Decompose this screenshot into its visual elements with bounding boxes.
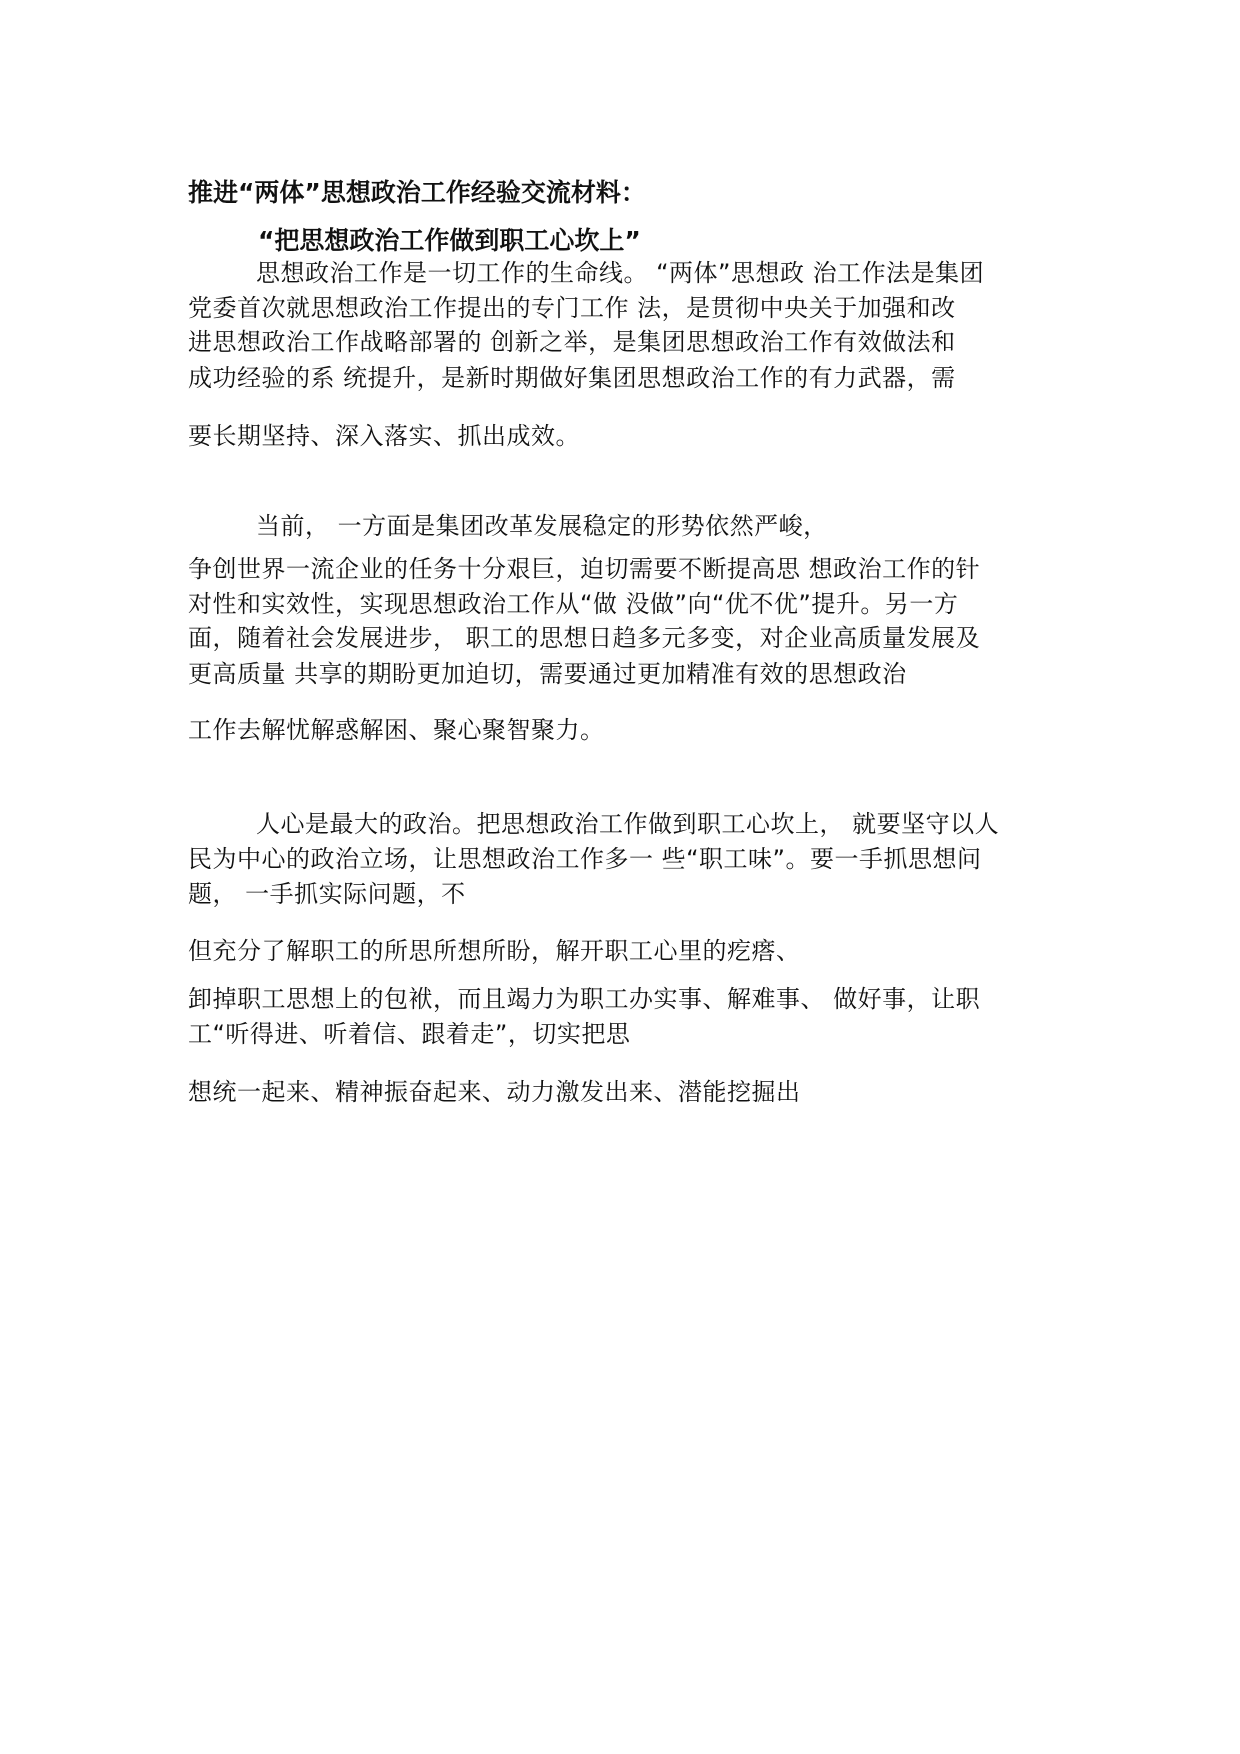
paragraph-1-line-2: 党委首次就思想政治工作提出的专门工作 法，是贯彻中央关于加强和改 bbox=[188, 294, 956, 322]
paragraph-1-line-4: 成功经验的系 统提升，是新时期做好集团思想政治工作的有力武器，需 bbox=[188, 364, 956, 392]
paragraph-2-line-3: 对性和实效性，实现思想政治工作从“做 没做”向“优不优”提升。另一方 bbox=[188, 590, 959, 618]
paragraph-1-line-3: 进思想政治工作战略部署的 创新之举，是集团思想政治工作有效做法和 bbox=[188, 328, 956, 356]
paragraph-2-line-2: 争创世界一流企业的任务十分艰巨，迫切需要不断提高思 想政治工作的针 bbox=[188, 555, 981, 583]
paragraph-3-line-7: 想统一起来、精神振奋起来、动力激发出来、潜能挖掘出 bbox=[188, 1078, 801, 1106]
paragraph-2-line-6: 工作去解忧解惑解困、聚心聚智聚力。 bbox=[188, 716, 605, 744]
paragraph-3-line-6: 工“听得进、听着信、跟着走”，切实把思 bbox=[188, 1020, 631, 1048]
document-subtitle: “把思想政治工作做到职工心坎上” bbox=[258, 226, 641, 255]
paragraph-2-line-5: 更高质量 共享的期盼更加迫切，需要通过更加精准有效的思想政治 bbox=[188, 660, 907, 688]
paragraph-2-line-4: 面，随着社会发展进步， 职工的思想日趋多元多变，对企业高质量发展及 bbox=[188, 624, 981, 652]
paragraph-1-line-1: 思想政治工作是一切工作的生命线。 “两体”思想政 治工作法是集团 bbox=[256, 259, 985, 287]
paragraph-3-line-3: 题， 一手抓实际问题，不 bbox=[188, 880, 466, 908]
paragraph-3-line-2: 民为中心的政治立场，让思想政治工作多一 些“职工味”。要一手抓思想问 bbox=[188, 845, 982, 873]
paragraph-3-line-5: 卸掉职工思想上的包袱，而且竭力为职工办实事、解难事、 做好事，让职 bbox=[188, 985, 981, 1013]
paragraph-1-line-5: 要长期坚持、深入落实、抓出成效。 bbox=[188, 422, 580, 450]
paragraph-3-line-1: 人心是最大的政治。把思想政治工作做到职工心坎上， 就要坚守以人 bbox=[256, 810, 1000, 838]
paragraph-2-line-1: 当前， 一方面是集团改革发展稳定的形势依然严峻， bbox=[256, 512, 828, 540]
paragraph-3-line-4: 但充分了解职工的所思所想所盼，解开职工心里的疙瘩、 bbox=[188, 937, 801, 965]
document-title: 推进“两体”思想政治工作经验交流材料： bbox=[188, 178, 646, 207]
